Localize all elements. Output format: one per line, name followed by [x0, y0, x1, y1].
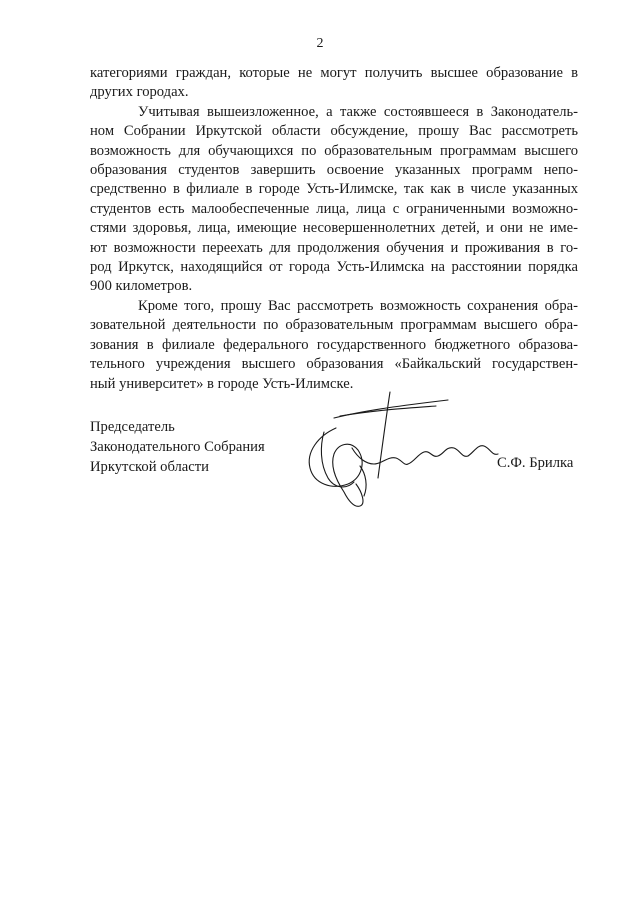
position-line: Иркутской области	[90, 459, 209, 475]
text-line: стями здоровья, лица, имеющие несовершеннолетних детей, и они не име-	[90, 220, 578, 237]
text-line: образования студентов завершить освоение указанных программ непо-	[90, 162, 578, 179]
text-line: возможность для обучающихся по образовательным программам высшего	[90, 142, 578, 159]
text-line: Кроме того, прошу Вас рассмотреть возможность сохранения обра-	[138, 297, 578, 314]
page-number: 2	[316, 36, 324, 51]
text-line: ный университет» в городе Усть-Илимске.	[90, 375, 354, 392]
paragraph-1	[90, 64, 578, 103]
paragraph-2	[90, 103, 578, 297]
text-line: Учитывая вышеизложенное, а также состоявшееся в Законодатель-	[138, 103, 578, 120]
text-line: средственно в филиале в городе Усть-Илимске, так как в числе указанных	[90, 181, 578, 198]
text-line: зовательной деятельности по образовательным программам высшего обра-	[90, 317, 578, 334]
text-line: зования в филиале федерального государственного бюджетного образова-	[90, 336, 578, 353]
text-line: род Иркутск, находящийся от города Усть-Илимска на расстоянии порядка	[90, 259, 578, 276]
text-line: ют возможности переехать для продолжения обучения и проживания в го-	[90, 239, 578, 256]
position-line: Законодательного Собрания	[90, 439, 265, 455]
text-line: других городах.	[90, 84, 189, 101]
position-line: Председатель	[90, 419, 175, 435]
signatory-name: С.Ф. Брилка	[497, 455, 574, 471]
text-line: категориями граждан, которые не могут получить высшее образование в	[90, 65, 578, 81]
text-line: 900 километров.	[90, 278, 193, 295]
letter-body	[90, 64, 578, 394]
text-line: студентов есть малообеспеченные лица, лица с ограниченными возможно-	[90, 200, 578, 217]
paragraph-3	[90, 297, 578, 394]
text-line: тельного учреждения высшего образования «Байкальский государствен-	[90, 356, 578, 373]
text-line: ном Собрании Иркутской области обсуждение, прошу Вас рассмотреть	[90, 123, 578, 140]
signatory-position	[90, 417, 265, 477]
handwritten-signature	[296, 388, 506, 513]
